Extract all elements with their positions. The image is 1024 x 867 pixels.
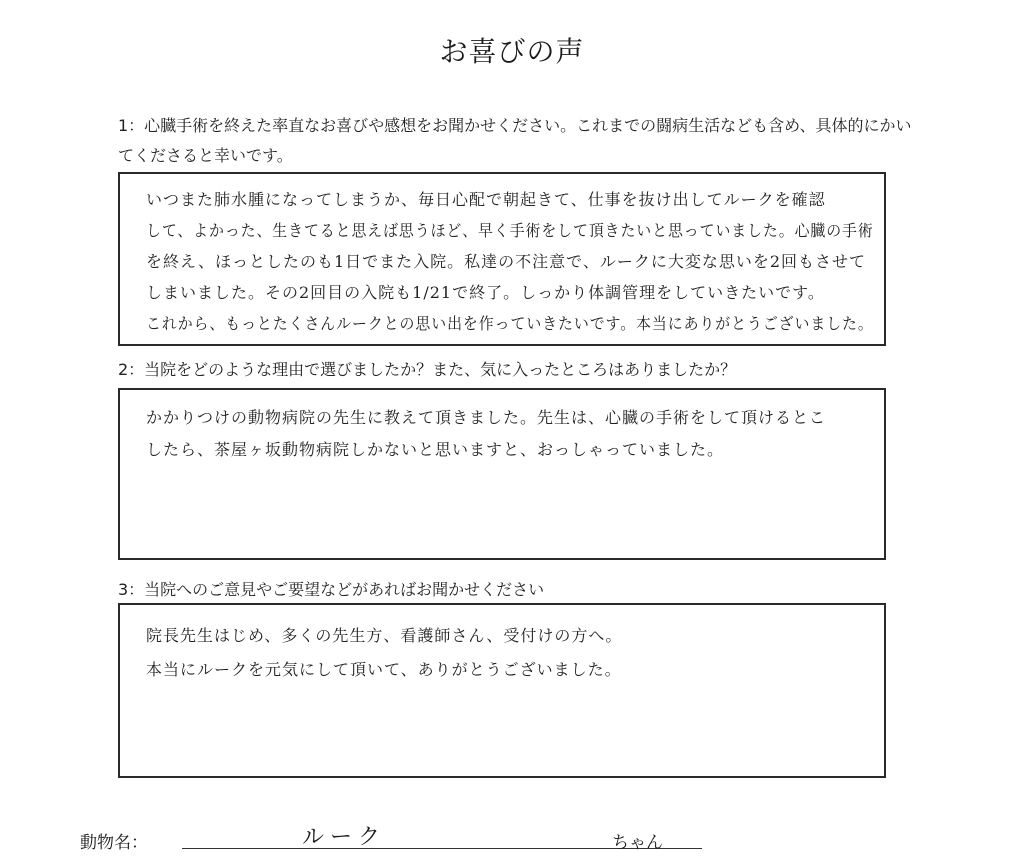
answer-box-1 [118, 172, 886, 346]
handwritten-line: して、よかった、生きてると思えば思うほど、早く手術をして頂きたいと思っていました。心臓の手術 [146, 221, 874, 240]
answer-box-2 [118, 388, 886, 560]
pet-name-row [80, 822, 780, 852]
pet-name-suffix: ちゃん [612, 833, 663, 853]
pet-name-value: ルーク [302, 825, 387, 850]
handwritten-line: これから、もっとたくさんルークとの思い出を作っていきたいです。本当にありがとうございました。 [146, 314, 874, 333]
answer-box-3 [118, 603, 886, 778]
handwritten-line: かかりつけの動物病院の先生に教えて頂きました。先生は、心臓の手術をして頂けるとこ [146, 408, 827, 427]
question-2: 2：当院をどのような理由で選びましたか？また、気に入ったところはありましたか？ [118, 360, 737, 379]
pet-name-label: 動物名： [80, 833, 148, 853]
handwritten-line: したら、茶屋ヶ坂動物病院しかないと思いますと、おっしゃっていました。 [146, 440, 725, 459]
question-3: 3：当院へのご意見やご要望などがあればお聞かせください [118, 580, 545, 599]
handwritten-line: 本当にルークを元気にして頂いて、ありがとうございました。 [146, 660, 622, 679]
question-1: 1：心臓手術を終えた率直なお喜びや感想をお聞かせください。これまでの闘病生活なども含め、具体的にかいてくださると幸いです。 [118, 116, 912, 165]
page-title: お喜びの声 [439, 35, 585, 68]
handwritten-line: を終え、ほっとしたのも1日でまた入院。私達の不注意で、ルークに大変な思いを2回もさせて [146, 252, 867, 271]
handwritten-line: いつまた肺水腫になってしまうか、毎日心配で朝起きて、仕事を抜け出してルークを確認 [146, 190, 826, 209]
handwritten-line: しまいました。その2回目の入院も1/21で終了。しっかり体調管理をしていきたいです。 [146, 283, 825, 302]
handwritten-line: 院長先生はじめ、多くの先生方、看護師さん、受付けの方へ。 [146, 626, 623, 645]
